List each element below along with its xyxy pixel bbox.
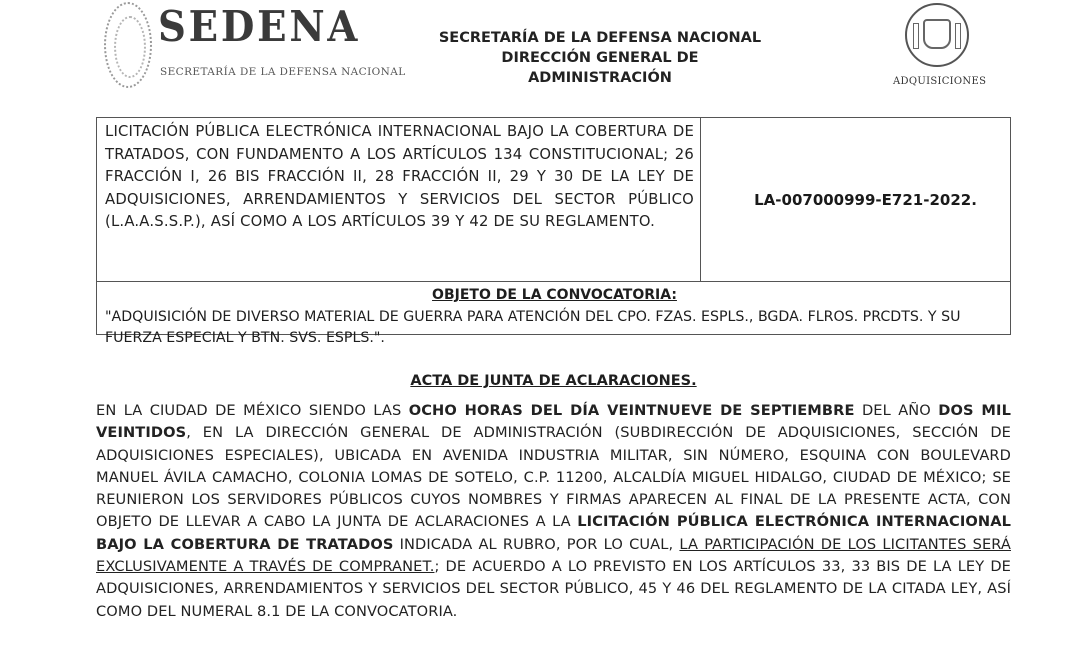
paragraph-text: INDICADA AL RUBRO, POR LO CUAL, xyxy=(393,535,680,553)
header-title-line: SECRETARÍA DE LA DEFENSA NACIONAL xyxy=(438,30,762,46)
header-title-line: DIRECCIÓN GENERAL DE xyxy=(501,50,699,66)
paragraph-bold-text: OCHO HORAS DEL DÍA VEINTNUEVE DE SEPTIEMBRE xyxy=(408,402,855,419)
acta-paragraph xyxy=(96,400,1011,623)
paragraph-bold-text: DOS MIL VEINTIDOS xyxy=(96,402,1011,442)
emblem-column-left xyxy=(913,23,919,49)
paragraph-text: DEL AÑO xyxy=(854,402,939,419)
paragraph-text: , EN LA DIRECCIÓN GENERAL DE ADMINISTRACIÓN (SUBDIRECCIÓN DE ADQUISICIONES, SECCIÓN DE ADQUISICIONES ESPECIALES), UBICADA EN AVENIDA INDUSTRIA MILITAR, SIN NÚMERO, ESQUINA CON BOULEVARD MANUEL ÁVILA CAMACHO, COLONIA LOMAS DE SOTELO, C.P. 11200, ALCALDÍA MIGUEL HIDALGO, CIUDAD DE MÉXICO; SE REUNIERON LOS SERVIDORES PÚBLICOS CUYOS NOMBRES Y FIRMAS APARECEN AL FINAL DE LA PRESENTE ACTA, CON OBJETO DE LLEVAR A CABO LA JUNTA DE ACLARACIONES A LA xyxy=(96,424,1011,531)
paragraph-text: EN LA CIUDAD DE MÉXICO SIENDO LAS xyxy=(96,402,409,419)
emblem-column-right xyxy=(955,23,961,49)
paragraph-underlined-text: LA PARTICIPACIÓN DE LOS LICITANTES SERÁ EXCLUSIVAMENTE A TRAVÉS DE COMPRANET. xyxy=(96,535,1011,576)
section-title: ACTA DE JUNTA DE ACLARACIONES. xyxy=(410,373,697,389)
tender-info-table xyxy=(96,117,1011,346)
national-seal-logo xyxy=(104,2,152,88)
adquisiciones-label: ADQUISICIONES xyxy=(893,76,987,87)
tender-info-row xyxy=(97,118,1010,282)
adquisiciones-emblem-icon xyxy=(905,3,969,67)
sedena-logo-subtitle: SECRETARÍA DE LA DEFENSA NACIONAL xyxy=(160,66,406,78)
object-heading: OBJETO DE LA CONVOCATORIA: xyxy=(432,287,677,303)
tender-number-cell: LA-007000999-E721-2022. xyxy=(754,190,977,209)
paragraph-text: ; DE ACUERDO A LO PREVISTO EN LOS ARTÍCULOS 33, 33 BIS DE LA LEY DE ADQUISICIONES, ARRENDAMIENTOS Y SERVICIOS DEL SECTOR PÚBLICO, 45 Y 46 DEL REGLAMENTO DE LA CITADA LEY, ASÍ COMO DEL NUMERAL 8.1 DE LA CONVOCATORIA. xyxy=(96,558,1011,620)
header-title-line: ADMINISTRACIÓN xyxy=(528,70,672,86)
sedena-logo-text: SEDENA xyxy=(158,2,361,51)
object-row xyxy=(97,282,1010,346)
document-header-title xyxy=(380,28,820,88)
paragraph-bold-text: LICITACIÓN PÚBLICA ELECTRÓNICA INTERNACIONAL BAJO LA COBERTURA DE TRATADOS xyxy=(96,513,1011,553)
emblem-shield xyxy=(923,19,951,49)
object-text: "ADQUISICIÓN DE DIVERSO MATERIAL DE GUERRA PARA ATENCIÓN DEL CPO. FZAS. ESPLS., BGDA. FLROS. PRCDTS. Y SU FUERZA ESPECIAL Y BTN. SVS. ESPLS.". xyxy=(105,309,961,346)
legal-basis-cell: LICITACIÓN PÚBLICA ELECTRÓNICA INTERNACIONAL BAJO LA COBERTURA DE TRATADOS, CON FUNDAMENTO A LOS ARTÍCULOS 134 CONSTITUCIONAL; 26 FRACCIÓN I, 26 BIS FRACCIÓN II, 28 FRACCIÓN II, 29 Y 30 DE LA LEY DE ADQUISICIONES, ARRENDAMIENTOS Y SERVICIOS DEL SECTOR PÚBLICO (L.A.A.S.S.P.), ASÍ COMO A LOS ARTÍCULOS 39 Y 42 DE SU REGLAMENTO. xyxy=(97,118,701,281)
